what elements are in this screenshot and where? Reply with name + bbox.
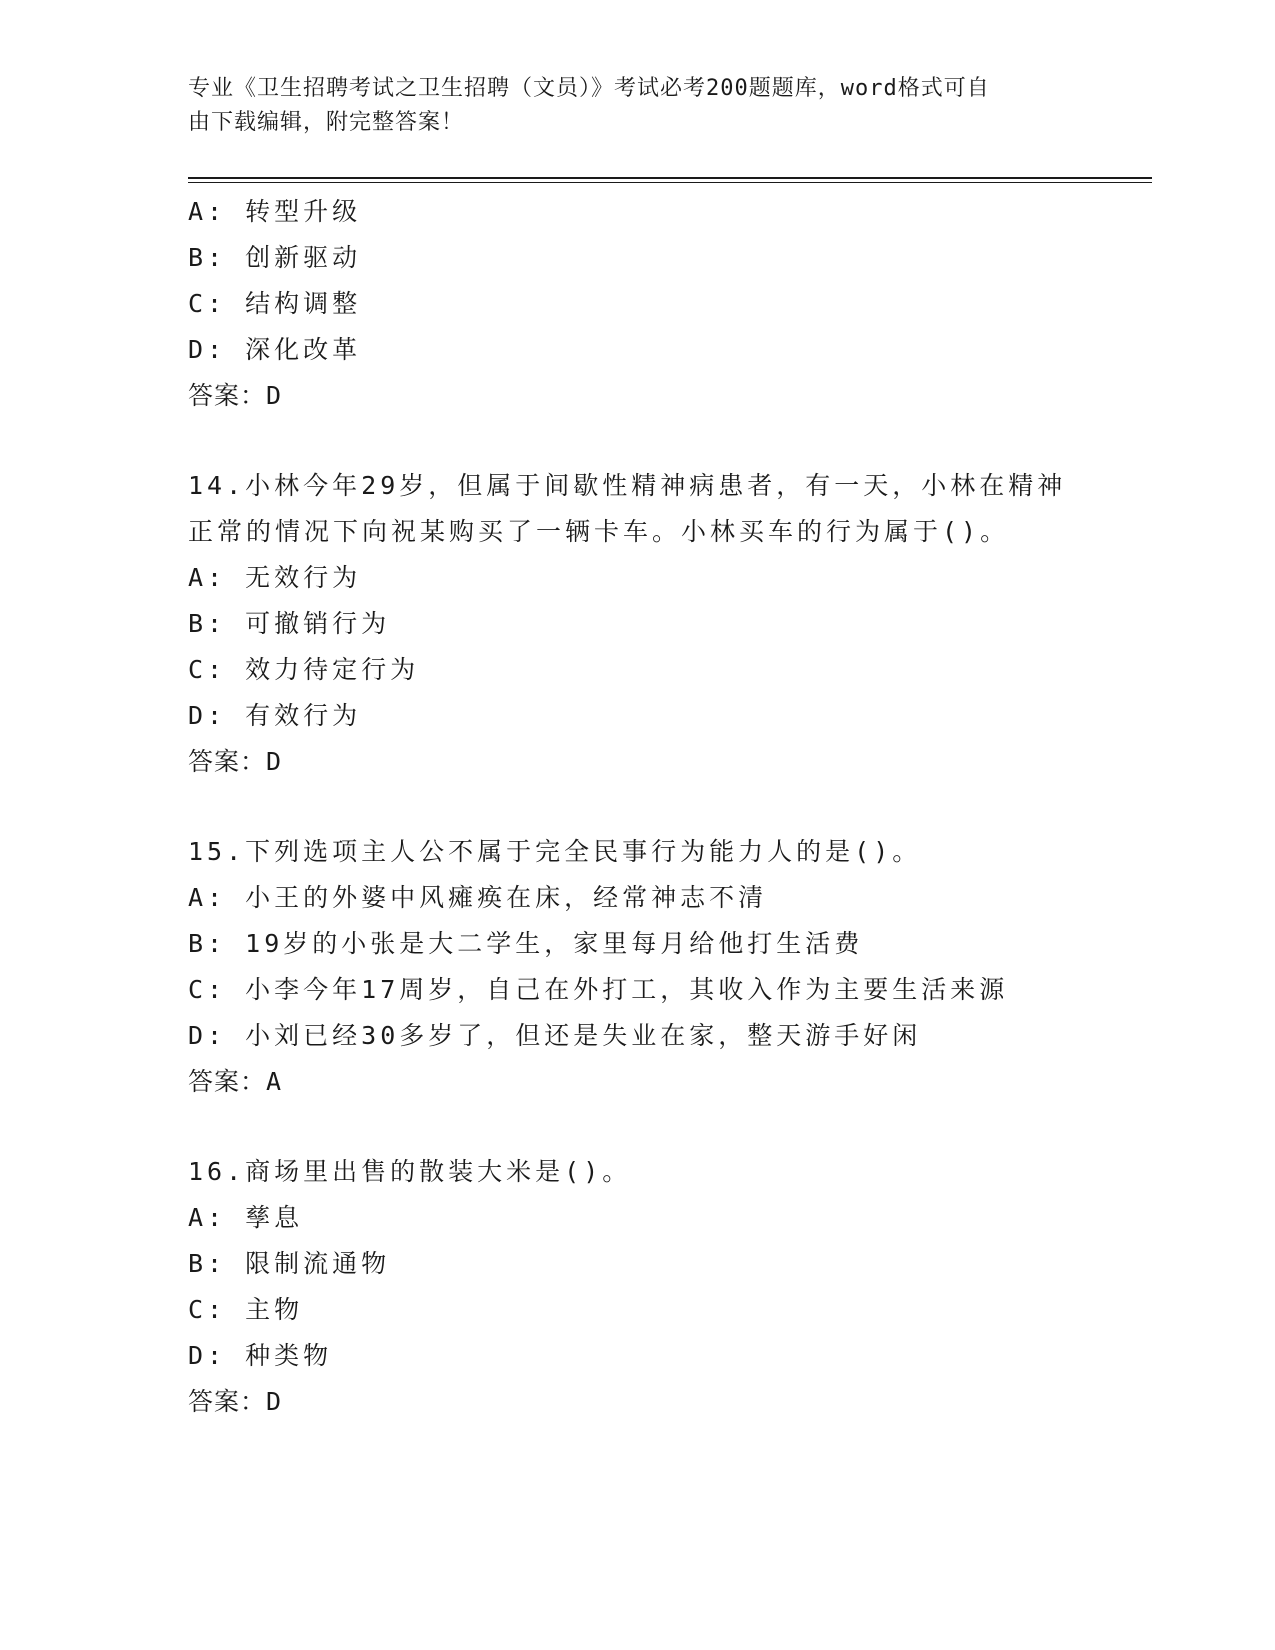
question-stem: 14.小林今年29岁，但属于间歇性精神病患者，有一天，小林在精神 (188, 471, 1067, 500)
document-header (188, 72, 1068, 140)
option-c: C: 主物 (188, 1295, 304, 1324)
option-d: D: 深化改革 (188, 335, 362, 364)
option-a: A: 无效行为 (188, 563, 362, 592)
option-c: C: 结构调整 (188, 289, 362, 318)
spacer (188, 785, 1088, 829)
option-c: C: 效力待定行为 (188, 655, 420, 684)
question-stem: 15.下列选项主人公不属于完全民事行为能力人的是()。 (188, 837, 922, 866)
option-b: B: 限制流通物 (188, 1249, 391, 1278)
question-16 (188, 1149, 1088, 1425)
option-b: B: 可撤销行为 (188, 609, 391, 638)
option-d: D: 小刘已经30多岁了，但还是失业在家，整天游手好闲 (188, 1021, 922, 1050)
answer: 答案：D (188, 1387, 283, 1416)
spacer (188, 1105, 1088, 1149)
answer: 答案：D (188, 747, 283, 776)
question-list (188, 189, 1088, 1425)
option-d: D: 种类物 (188, 1341, 333, 1370)
spacer (188, 419, 1088, 463)
header-divider-thick (188, 177, 1152, 179)
question-14 (188, 463, 1088, 785)
question-15 (188, 829, 1088, 1105)
option-b: B: 19岁的小张是大二学生，家里每月给他打生活费 (188, 929, 864, 958)
option-d: D: 有效行为 (188, 701, 362, 730)
question-stem: 正常的情况下向祝某购买了一辆卡车。小林买车的行为属于()。 (188, 517, 1010, 546)
answer: 答案：D (188, 381, 283, 410)
header-line-1: 专业《卫生招聘考试之卫生招聘（文员）》考试必考200题题库，word格式可自 (188, 76, 990, 101)
header-line-2: 由下载编辑，附完整答案！ (188, 110, 465, 135)
option-a: A: 孳息 (188, 1203, 304, 1232)
header-divider-thin (188, 182, 1152, 183)
option-c: C: 小李今年17周岁，自己在外打工，其收入作为主要生活来源 (188, 975, 1009, 1004)
option-a: A: 转型升级 (188, 197, 362, 226)
question-13 (188, 189, 1088, 419)
question-stem: 16.商场里出售的散装大米是()。 (188, 1157, 632, 1186)
option-b: B: 创新驱动 (188, 243, 362, 272)
option-a: A: 小王的外婆中风瘫痪在床，经常神志不清 (188, 883, 768, 912)
answer: 答案：A (188, 1067, 283, 1096)
